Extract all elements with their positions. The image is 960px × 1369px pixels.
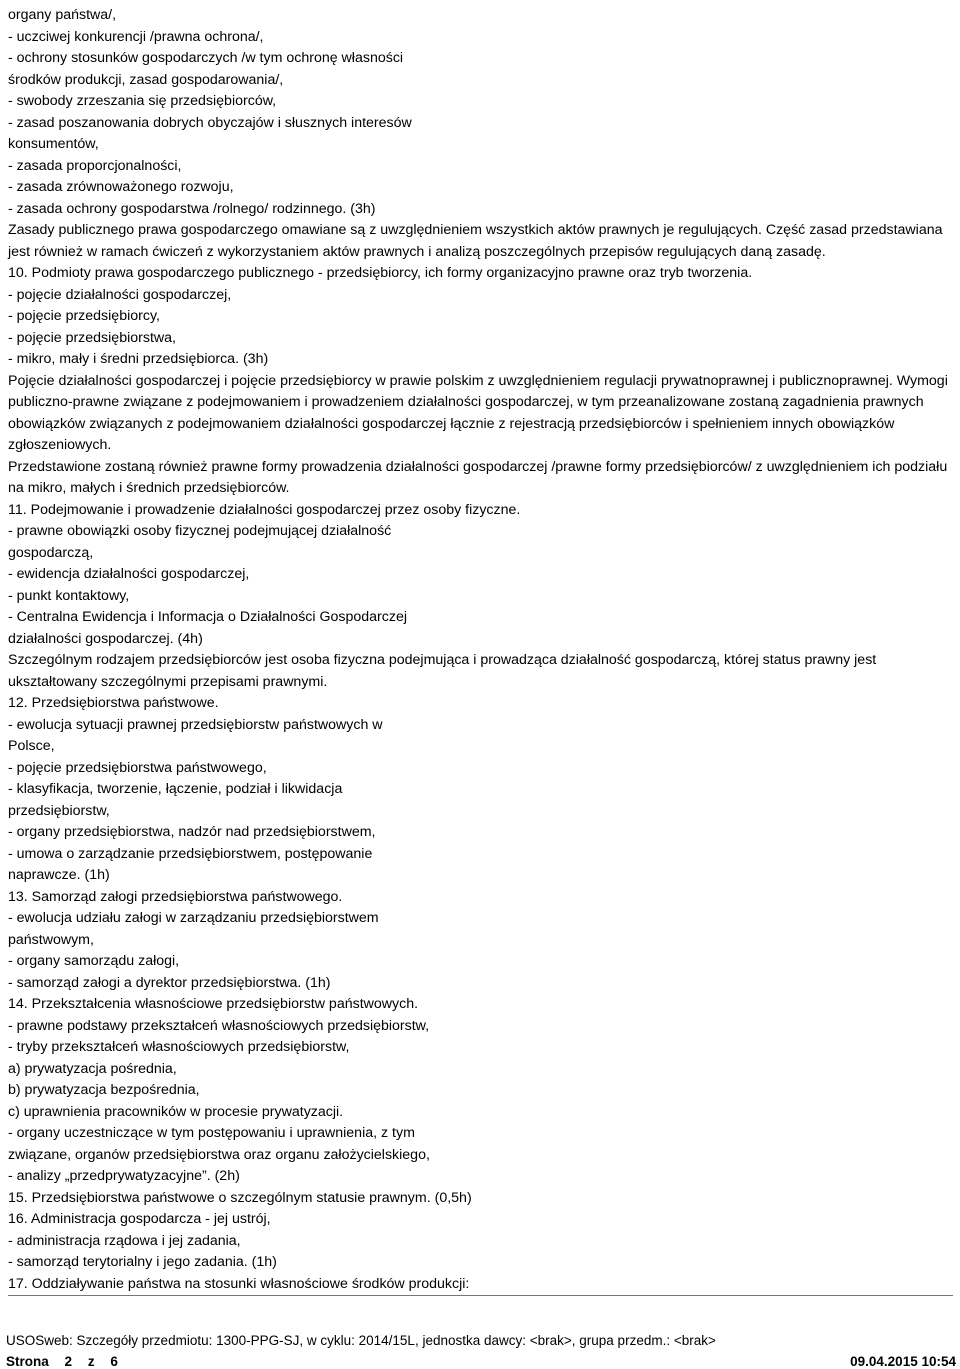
section-heading: 10. Podmioty prawa gospodarczego publicznego - przedsiębiorcy, ich formy organizacyjno prawne oraz tryb tworzenia. <box>8 265 753 281</box>
text-line: - umowa o zarządzanie przedsiębiorstwem, postępowanie <box>8 845 373 862</box>
text-line: - pojęcie działalności gospodarczej, <box>8 286 232 303</box>
text-line: - organy przedsiębiorstwa, nadzór nad przedsiębiorstwem, <box>8 824 376 840</box>
section-heading: 16. Administracja gospodarcza - jej ustrój, <box>8 1211 271 1227</box>
text-line: - ewidencja działalności gospodarczej, <box>8 566 250 582</box>
page-total: 6 <box>110 1354 118 1369</box>
text-line: - prawne obowiązki osoby fizycznej podejmującej działalność <box>8 523 392 539</box>
text-line: - zasada proporcjonalności, <box>8 157 182 174</box>
footer-datetime: 09.04.2015 10:54 <box>850 1354 956 1369</box>
text-line: - prawne podstawy przekształceń własnościowych przedsiębiorstw, <box>8 1017 430 1034</box>
text-line: - tryby przekształceń własnościowych przedsiębiorstw, <box>8 1039 350 1055</box>
text-line: związane, organów przedsiębiorstwa oraz organu założycielskiego, <box>8 1146 430 1163</box>
page-number <box>6 1354 130 1369</box>
section-heading: 15. Przedsiębiorstwa państwowe o szczególnym statusie prawnym. (0,5h) <box>8 1189 472 1206</box>
text-line: przedsiębiorstw, <box>8 802 110 819</box>
paragraph: Przedstawione zostaną również prawne formy prowadzenia działalności gospodarczej /prawne formy przedsiębiorców/ z uwzględnieniem ich podziału na mikro, małych i średnich przedsiębiorców. <box>8 458 948 496</box>
text-line: - klasyfikacja, tworzenie, łączenie, podział i likwidacja <box>8 781 343 797</box>
page-separator: z <box>87 1354 95 1369</box>
section-heading: 17. Oddziaływanie państwa na stosunki własnościowe środków produkcji: <box>8 1275 470 1292</box>
text-line: - samorząd załogi a dyrektor przedsiębiorstwa. (1h) <box>8 974 331 991</box>
text-line: - organy uczestniczące w tym postępowaniu i uprawnienia, z tym <box>8 1125 415 1141</box>
text-line: środków produkcji, zasad gospodarowania/, <box>8 71 284 88</box>
text-line: - ochrony stosunków gospodarczych /w tym ochronę własności <box>8 50 404 66</box>
text-line: - samorząd terytorialny i jego zadania. (1h) <box>8 1254 277 1270</box>
text-line: - analizy „przedprywatyzacyjne”. (2h) <box>8 1168 240 1184</box>
text-line: - punkt kontaktowy, <box>8 587 130 604</box>
text-line: państwowym, <box>8 931 94 948</box>
text-line: - mikro, mały i średni przedsiębiorca. (3h) <box>8 351 269 367</box>
section-heading: 14. Przekształcenia własnościowe przedsiębiorstw państwowych. <box>8 996 419 1012</box>
text-line: - pojęcie przedsiębiorstwa, <box>8 329 176 346</box>
text-line: Polsce, <box>8 738 55 754</box>
text-line: - organy samorządu załogi, <box>8 953 180 969</box>
text-line: - pojęcie przedsiębiorcy, <box>8 308 160 324</box>
section-heading: 13. Samorząd załogi przedsiębiorstwa państwowego. <box>8 888 343 905</box>
text-line: - uczciwej konkurencji /prawna ochrona/, <box>8 28 264 45</box>
text-line: - pojęcie przedsiębiorstwa państwowego, <box>8 759 267 776</box>
text-line: a) prywatyzacja pośrednia, <box>8 1060 177 1077</box>
text-line: c) uprawnienia pracowników w procesie prywatyzacji. <box>8 1103 344 1120</box>
document-body <box>8 5 953 1296</box>
text-line: - zasada ochrony gospodarstwa /rolnego/ rodzinnego. (3h) <box>8 200 376 217</box>
text-line: - zasada zrównoważonego rozwoju, <box>8 179 234 195</box>
text-line: konsumentów, <box>8 136 99 152</box>
footer-source: USOSweb: Szczegóły przedmiotu: 1300-PPG-SJ, w cyklu: 2014/15L, jednostka dawcy: <brak>, grupa przedm.: <brak> <box>6 1333 716 1348</box>
text-line: - Centralna Ewidencja i Informacja o Działalności Gospodarczej <box>8 609 408 625</box>
text-line: - ewolucja sytuacji prawnej przedsiębiorstw państwowych w <box>8 716 383 733</box>
section-heading: 11. Podejmowanie i prowadzenie działalności gospodarczej przez osoby fizyczne. <box>8 501 521 518</box>
text-line: - administracja rządowa i jej zadania, <box>8 1232 241 1249</box>
paragraph: Szczególnym rodzajem przedsiębiorców jest osoba fizyczna podejmująca i prowadząca działalność gospodarczą, której status prawny jest ukształtowany szczególnymi przepisami prawnymi. <box>8 652 877 690</box>
text-line: - zasad poszanowania dobrych obyczajów i słusznych interesów <box>8 114 412 131</box>
text-line: - swobody zrzeszania się przedsiębiorców, <box>8 93 277 109</box>
text-line: b) prywatyzacja bezpośrednia, <box>8 1082 200 1098</box>
text-line: organy państwa/, <box>8 7 117 23</box>
paragraph: Zasady publicznego prawa gospodarczego omawiane są z uwzględnieniem wszystkich aktów prawnych je regulujących. Część zasad przedstawiana jest również w ramach ćwiczeń z wykorzystaniem aktów prawnych i analizą poszczególnych przepisów regulujących daną zasadę. <box>8 222 943 260</box>
text-line: - ewolucja udziału załogi w zarządzaniu przedsiębiorstwem <box>8 910 379 926</box>
text-line: naprawcze. (1h) <box>8 867 110 883</box>
section-heading: 12. Przedsiębiorstwa państwowe. <box>8 695 219 711</box>
paragraph: Pojęcie działalności gospodarczej i pojęcie przedsiębiorcy w prawie polskim z uwzględnieniem regulacji prywatnoprawnej i publicznoprawnej. Wymogi publiczno-prawne związane z podejmowaniem i prowadzeniem działalności gospodarczej, w tym przeanalizowane zostaną zagadnienia prawnych obowiązków związanych z podejmowaniem działalności gospodarczej łącznie z rejestracją przedsiębiorców i spełnieniem innych obowiązków zgłoszeniowych. <box>8 372 948 453</box>
page-label: Strona <box>6 1354 49 1369</box>
page-current: 2 <box>64 1354 73 1369</box>
text-line: gospodarczą, <box>8 544 94 561</box>
text-line: działalności gospodarczej. (4h) <box>8 630 203 647</box>
